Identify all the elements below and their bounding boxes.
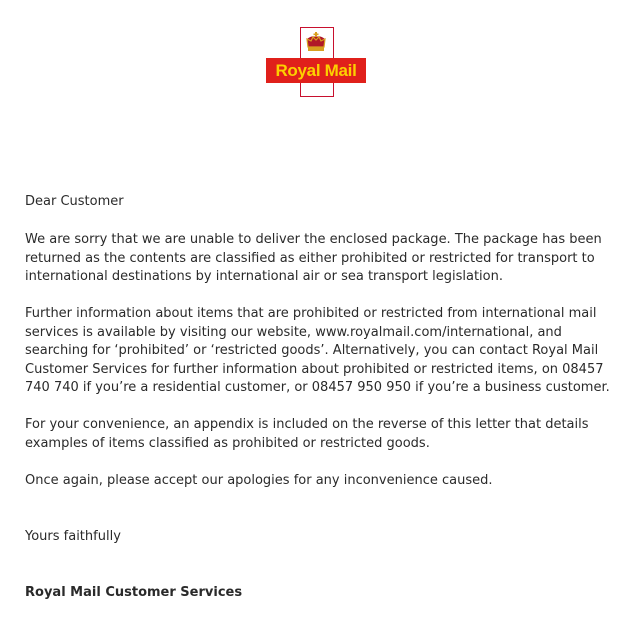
closing: Yours faithfully (25, 529, 121, 544)
royal-mail-logo: Royal Mail (266, 58, 366, 83)
salutation: Dear Customer (25, 194, 124, 209)
crown-icon (304, 31, 328, 53)
paragraph-1: We are sorry that we are unable to deliver the enclosed package. The package has been returned as the contents are classified as either prohibited or restricted for transport to international destinations by international air or sea transport legislation. (25, 232, 602, 285)
paragraph-4: Once again, please accept our apologies for any inconvenience caused. (25, 473, 493, 488)
paragraph-2: Further information about items that are prohibited or restricted from international mail services is available by visiting our website, www.royalmail.com/international, and searching for ‘prohibited’ or ‘restricted goods’. Alternatively, you can contact Royal Mail Customer Services for further information about prohibited or restricted items, on 08457 740 740 if you’re a residential customer, or 08457 950 950 if you’re a business customer. (25, 306, 610, 396)
paragraph-3: For your convenience, an appendix is included on the reverse of this letter that details examples of items classified as prohibited or restricted goods. (25, 417, 589, 451)
signature: Royal Mail Customer Services (25, 585, 243, 600)
